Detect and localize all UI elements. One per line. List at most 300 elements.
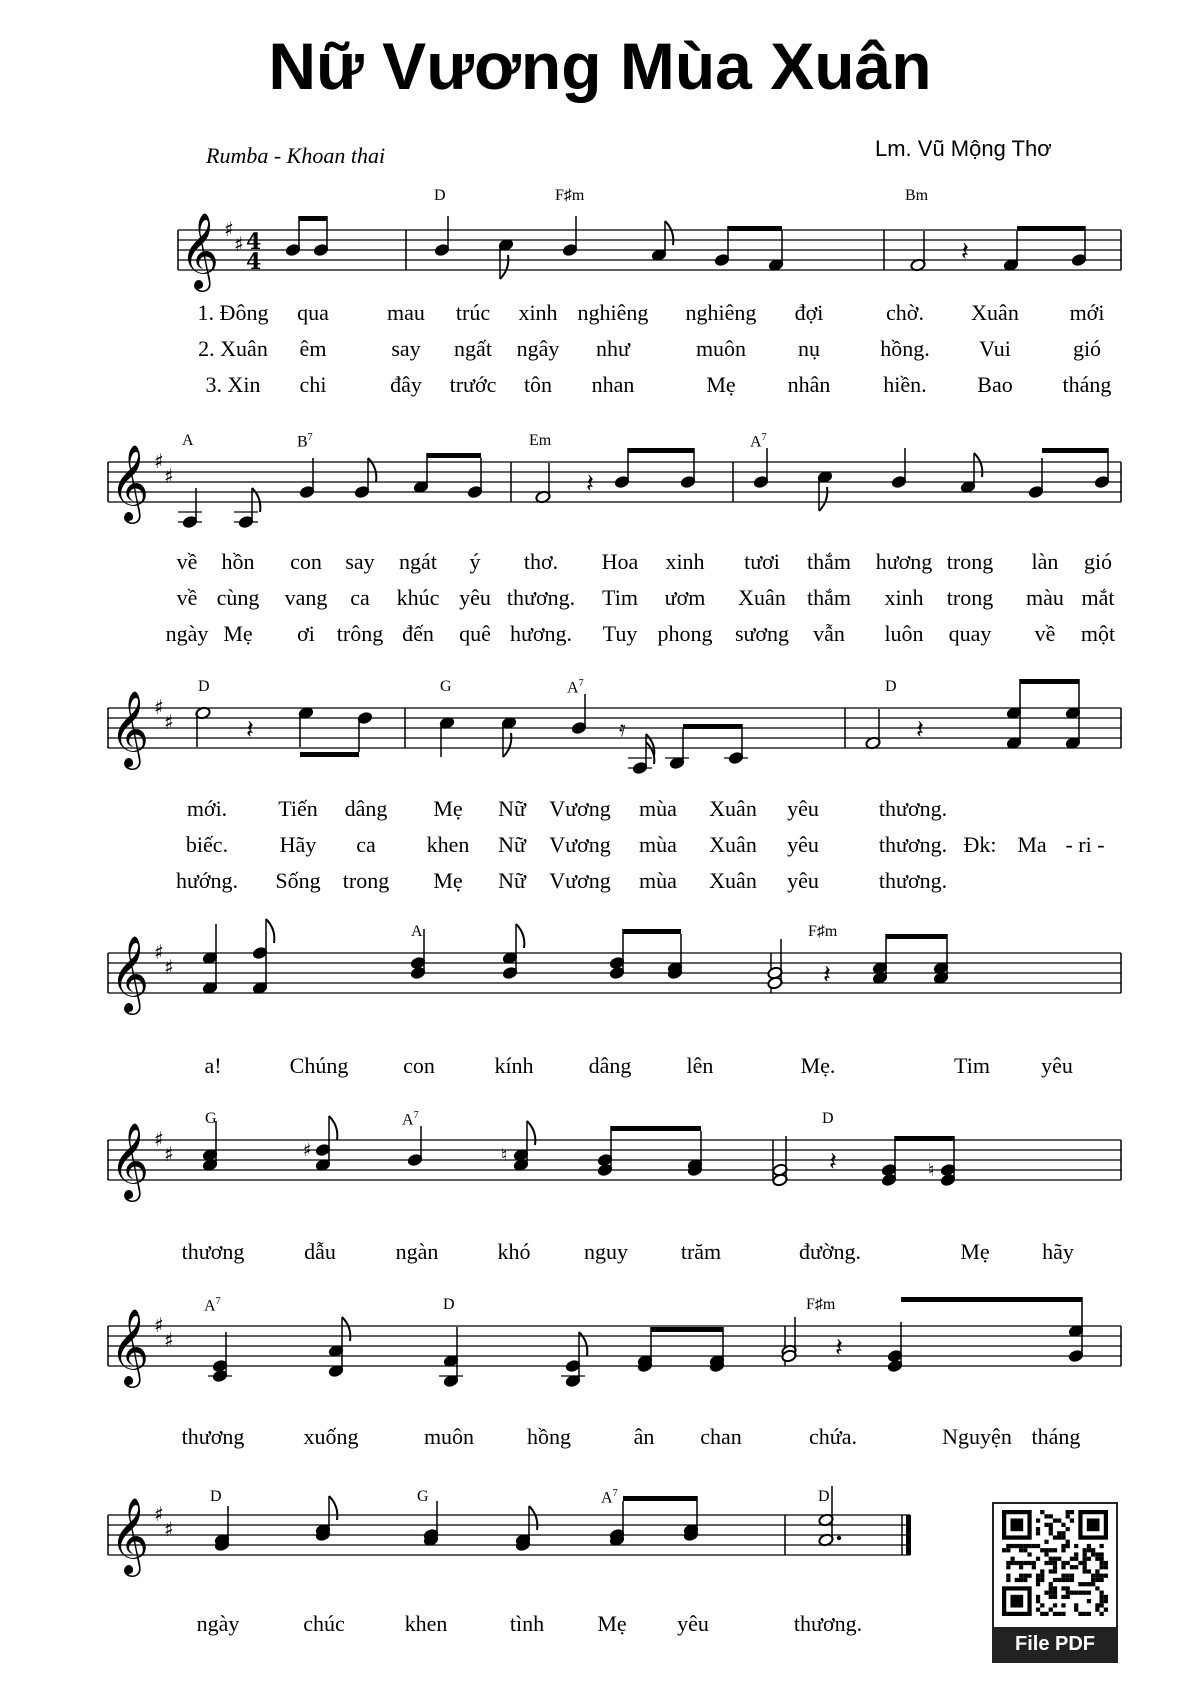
lyric-word: hồn <box>221 549 255 574</box>
lyric-word: chúc <box>303 1611 345 1636</box>
final-bar-thick <box>906 1515 911 1555</box>
qr-module <box>1095 1608 1099 1612</box>
lyric-word: xinh <box>518 300 558 325</box>
chord-root: B <box>297 433 308 451</box>
lyric-word: trông <box>336 621 384 646</box>
qr-module <box>1019 1574 1023 1578</box>
qr-module <box>1036 1527 1040 1531</box>
lyric-word: tình <box>509 1611 545 1636</box>
qr-module <box>1044 1540 1048 1544</box>
qr-module <box>1100 1557 1104 1561</box>
qr-module <box>1100 1565 1104 1569</box>
chord-root: D <box>210 1488 222 1505</box>
qr-module <box>1036 1557 1040 1561</box>
chord-root: A <box>402 1111 414 1129</box>
qr-module <box>1083 1548 1087 1552</box>
lyric-word: Chúng <box>289 1053 349 1078</box>
qr-module <box>1066 1561 1070 1565</box>
qr-module <box>1083 1557 1087 1561</box>
lyric-word: ngây <box>516 336 560 361</box>
qr-module <box>1010 1544 1014 1548</box>
lyric-word: Nguyện <box>942 1424 1012 1449</box>
qr-module <box>1078 1591 1082 1595</box>
qr-module <box>1036 1574 1040 1578</box>
quarter-rest-icon: 𝄽 <box>586 469 594 499</box>
chord-symbol <box>411 923 423 941</box>
chord-root: A <box>601 1489 613 1507</box>
lyric-word: vang <box>284 585 328 610</box>
lyric-word: say <box>391 336 421 361</box>
lyric-word: nhân <box>787 372 831 397</box>
quarter-rest-icon: 𝄽 <box>823 960 831 990</box>
chord-root: A <box>182 432 194 449</box>
qr-module <box>1023 1561 1027 1565</box>
qr-module <box>1091 1574 1095 1578</box>
lyric-word: Mẹ <box>433 868 463 893</box>
sharp-icon: ♯ <box>164 710 174 734</box>
lyric-word: Xuân <box>738 585 786 610</box>
chord-symbol <box>808 923 837 941</box>
lyric-word: Vương <box>549 832 611 857</box>
qr-module <box>1061 1535 1065 1539</box>
qr-module <box>1053 1557 1057 1561</box>
lyric-word: Tiến <box>278 796 318 821</box>
note-beam <box>901 1297 1082 1302</box>
qr-module <box>1057 1578 1061 1582</box>
qr-module <box>1066 1586 1070 1590</box>
qr-module <box>1066 1540 1070 1544</box>
chord-symbol <box>529 432 551 450</box>
qr-module <box>1095 1574 1099 1578</box>
lyric-word: 1. Đông <box>197 300 269 325</box>
chord-symbol <box>567 678 584 697</box>
note-flag <box>819 487 827 511</box>
qr-module <box>1053 1561 1057 1565</box>
note-beam <box>886 934 947 939</box>
qr-module <box>1053 1565 1057 1569</box>
chord-root: G <box>440 678 452 695</box>
note-flag <box>665 221 673 245</box>
qr-module <box>1087 1569 1091 1573</box>
chord-symbol <box>601 1488 618 1507</box>
lyric-word: một <box>1080 621 1116 646</box>
qr-module <box>1044 1523 1048 1527</box>
qr-module <box>1006 1544 1010 1548</box>
chord-root: D <box>443 1296 455 1313</box>
lyric-word: Vui <box>979 336 1011 361</box>
treble-clef-icon: 𝄞 <box>110 1122 150 1199</box>
qr-module <box>1049 1586 1053 1590</box>
treble-clef-icon: 𝄞 <box>110 1497 150 1574</box>
qr-module <box>1083 1569 1087 1573</box>
qr-module <box>1061 1603 1065 1607</box>
lyric-word: ca <box>356 832 376 857</box>
lyric-word: dẫu <box>304 1239 336 1264</box>
lyric-word: thương. <box>506 585 576 610</box>
chord-root: D <box>434 187 446 204</box>
qr-module <box>1104 1561 1108 1565</box>
sharp-icon: ♯ <box>164 1142 174 1166</box>
lyric-word: ca <box>350 585 370 610</box>
chord-extension: 7 <box>761 432 767 443</box>
qr-module <box>1019 1565 1023 1569</box>
treble-clef-icon: 𝄞 <box>110 1308 150 1385</box>
qr-module <box>1104 1565 1108 1569</box>
lyric-word: Ma <box>1017 832 1047 857</box>
qr-module <box>1070 1565 1074 1569</box>
lyric-word: gió <box>1072 336 1102 361</box>
note-flag <box>527 1121 535 1145</box>
qr-module <box>1070 1510 1074 1514</box>
chord-symbol <box>434 187 446 205</box>
note-beam <box>427 453 481 458</box>
qr-module <box>1015 1544 1019 1548</box>
lyric-word: Xuân <box>971 300 1019 325</box>
qr-module <box>1091 1582 1095 1586</box>
lyric-word: Nữ <box>498 832 526 857</box>
qr-module <box>1044 1552 1048 1556</box>
qr-module <box>1053 1591 1057 1595</box>
qr-module <box>1070 1557 1074 1561</box>
lyric-word: Mẹ <box>706 372 736 397</box>
lyric-word: nghiêng <box>577 300 649 325</box>
note-flag <box>266 919 274 943</box>
qr-module <box>1049 1608 1053 1612</box>
qr-module <box>1061 1565 1065 1569</box>
qr-module <box>1087 1591 1091 1595</box>
note-beam <box>623 929 681 934</box>
qr-module <box>1053 1548 1057 1552</box>
song-title: Nữ Vương Mùa Xuân <box>268 29 932 103</box>
qr-module <box>1027 1574 1031 1578</box>
lyric-word: tháng <box>1031 1424 1081 1449</box>
chord-extension: 7 <box>307 432 313 443</box>
chord-symbol <box>402 1110 419 1129</box>
qr-module <box>1074 1544 1078 1548</box>
lyric-word: nguy <box>584 1239 628 1264</box>
qr-module <box>1010 1595 1023 1608</box>
lyric-word: đây <box>390 372 422 397</box>
qr-module <box>1100 1612 1104 1616</box>
qr-module <box>1083 1582 1087 1586</box>
qr-module <box>1100 1603 1104 1607</box>
qr-module <box>1006 1548 1010 1552</box>
qr-module <box>1010 1557 1014 1561</box>
quarter-rest-icon: 𝄽 <box>835 1333 843 1363</box>
lyric-word: mới. <box>186 796 228 821</box>
lyric-word: thương. <box>793 1611 863 1636</box>
qr-module <box>1078 1582 1082 1586</box>
lyric-word: khúc <box>396 585 440 610</box>
lyric-word: cùng <box>216 585 260 610</box>
sharp-icon: ♯ <box>164 1328 174 1352</box>
lyric-word: Tim <box>954 1053 990 1078</box>
lyric-word: yêu <box>787 868 819 893</box>
qr-module <box>1061 1523 1065 1527</box>
lyric-word: yêu <box>787 796 819 821</box>
qr-code-icon <box>1002 1510 1108 1616</box>
lyric-word: mùa <box>639 796 677 821</box>
composer: Lm. Vũ Mộng Thơ <box>875 136 1052 161</box>
lyric-word: hiền. <box>883 372 927 397</box>
lyric-word: xuống <box>303 1424 359 1449</box>
note-beam <box>1020 679 1079 684</box>
chord-extension: 7 <box>215 1296 221 1307</box>
qr-module <box>1104 1574 1108 1578</box>
lyric-word: Hoa <box>601 549 639 574</box>
lyric-word: Mẹ <box>960 1239 990 1264</box>
chord-root: F♯m <box>555 187 585 204</box>
lyric-word: muôn <box>695 336 747 361</box>
qr-module <box>1027 1552 1031 1556</box>
lyric-word: xinh <box>665 549 705 574</box>
qr-module <box>1091 1552 1095 1556</box>
lyric-word: nghiêng <box>685 300 757 325</box>
qr-module <box>1040 1612 1044 1616</box>
chord-extension: 7 <box>578 678 584 689</box>
qr-module <box>1083 1612 1087 1616</box>
lyric-word: trăm <box>680 1239 722 1264</box>
lyric-word: Mẹ. <box>800 1053 836 1078</box>
chord-symbol <box>806 1296 835 1314</box>
lyric-word: con <box>290 549 322 574</box>
qr-module <box>1087 1557 1091 1561</box>
lyric-word: luôn <box>884 621 924 646</box>
lyric-word: Mẹ <box>597 1611 627 1636</box>
chord-symbol <box>198 678 210 696</box>
lyric-word: đường. <box>798 1239 862 1264</box>
note-beam <box>628 448 694 453</box>
qr-module <box>1053 1603 1057 1607</box>
qr-module <box>1049 1591 1053 1595</box>
qr-module <box>1061 1544 1065 1548</box>
qr-module <box>1044 1612 1048 1616</box>
lyric-word: như <box>596 336 630 361</box>
lyric-word: 2. Xuân <box>198 336 268 361</box>
chord-symbol <box>182 432 194 450</box>
qr-module <box>1091 1578 1095 1582</box>
qr-module <box>1015 1561 1019 1565</box>
lyric-word: xinh <box>884 585 924 610</box>
qr-module <box>1061 1586 1065 1590</box>
lyric-word: Mẹ <box>433 796 463 821</box>
qr-module <box>1053 1578 1057 1582</box>
qr-module <box>1032 1561 1036 1565</box>
chord-root: D <box>198 678 210 695</box>
lyric-word: hồng <box>527 1424 571 1449</box>
qr-module <box>1087 1518 1100 1531</box>
note-beam <box>651 1327 723 1332</box>
sharp-icon: ♯ <box>154 1313 164 1337</box>
qr-module <box>1049 1514 1053 1518</box>
qr-module <box>1015 1578 1019 1582</box>
lyric-word: về <box>1034 621 1056 646</box>
accidental-icon: ♯ <box>303 1140 312 1161</box>
lyric-word: thương <box>181 1239 245 1264</box>
lyric-word: muôn <box>423 1424 475 1449</box>
lyric-word: Vương <box>549 796 611 821</box>
qr-module <box>1049 1557 1053 1561</box>
qr-module <box>1040 1578 1044 1582</box>
chord-root: A <box>567 679 579 697</box>
lyric-word: quay <box>948 621 992 646</box>
lyric-word: ân <box>633 1424 655 1449</box>
qr-module <box>1019 1578 1023 1582</box>
lyric-word: trong <box>946 585 994 610</box>
note-flag <box>503 733 511 757</box>
lyric-word: - ri - <box>1065 832 1105 857</box>
chord-symbol <box>555 187 584 205</box>
qr-module <box>1044 1548 1048 1552</box>
qr-module <box>1023 1578 1027 1582</box>
dot <box>837 1536 841 1540</box>
lyric-word: trong <box>342 868 390 893</box>
chord-extension: 7 <box>413 1110 419 1121</box>
qr-module <box>1036 1544 1040 1548</box>
sharp-icon: ♯ <box>224 217 234 241</box>
lyric-word: chan <box>700 1424 742 1449</box>
qr-module <box>1049 1527 1053 1531</box>
qr-module <box>1066 1510 1070 1514</box>
sharp-icon: ♯ <box>154 1127 164 1151</box>
qr-module <box>1040 1548 1044 1552</box>
lyric-word: gió <box>1083 549 1113 574</box>
lyric-word: nhan <box>591 372 635 397</box>
note-flag <box>516 924 524 948</box>
sharp-icon: ♯ <box>154 1502 164 1526</box>
note-flag <box>529 1506 537 1530</box>
lyric-word: ngàn <box>395 1239 439 1264</box>
lyric-word: ngát <box>399 549 437 574</box>
sharp-icon: ♯ <box>154 449 164 473</box>
chord-root: D <box>885 678 897 695</box>
qr-module <box>1032 1565 1036 1569</box>
note-flag <box>329 1496 337 1520</box>
qr-module <box>1078 1612 1082 1616</box>
lyric-word: ý <box>469 549 481 574</box>
qr-module <box>1040 1569 1044 1573</box>
sharp-icon: ♯ <box>234 232 244 256</box>
quarter-rest-icon: 𝄽 <box>246 715 254 745</box>
qr-module <box>1053 1586 1057 1590</box>
qr-module <box>1095 1603 1099 1607</box>
qr-module <box>1074 1591 1078 1595</box>
time-signature: 4 <box>246 249 262 275</box>
chord-symbol <box>818 1488 830 1506</box>
qr-module <box>1100 1561 1104 1565</box>
qr-module <box>1010 1561 1014 1565</box>
qr-module <box>1061 1574 1065 1578</box>
chord-symbol <box>440 678 452 696</box>
note-beam <box>299 216 327 221</box>
note-flag <box>974 453 982 477</box>
lyric-word: tôn <box>523 372 553 397</box>
lyric-word: hãy <box>1042 1239 1074 1264</box>
qr-code-badge[interactable] <box>992 1502 1118 1663</box>
qr-module <box>1027 1561 1031 1565</box>
lyric-word: màu <box>1026 585 1064 610</box>
qr-module <box>1023 1548 1027 1552</box>
qr-module <box>1040 1603 1044 1607</box>
note-beam <box>683 724 742 729</box>
qr-module <box>1061 1595 1065 1599</box>
chord-root: D <box>822 1110 834 1127</box>
qr-module <box>1006 1561 1010 1565</box>
qr-module <box>1057 1612 1061 1616</box>
lyric-word: hướng. <box>175 868 239 893</box>
lyric-word: dâng <box>588 1053 632 1078</box>
qr-module <box>1074 1565 1078 1569</box>
qr-module <box>1053 1518 1057 1522</box>
qr-module <box>1023 1544 1027 1548</box>
lyric-word: ơi <box>297 621 315 646</box>
qr-module <box>1049 1531 1053 1535</box>
qr-module <box>1049 1548 1053 1552</box>
lyric-word: làn <box>1031 549 1059 574</box>
chord-root: F♯m <box>808 923 838 940</box>
note-flag <box>500 255 508 279</box>
qr-module <box>1019 1544 1023 1548</box>
qr-module <box>1006 1574 1010 1578</box>
lyric-word: yêu <box>1041 1053 1073 1078</box>
qr-module <box>1036 1608 1040 1612</box>
qr-module <box>1070 1574 1074 1578</box>
qr-module <box>1006 1578 1010 1582</box>
qr-module <box>1066 1514 1070 1518</box>
qr-module <box>1061 1548 1065 1552</box>
qr-module <box>1087 1544 1091 1548</box>
lyric-word: a! <box>204 1053 222 1078</box>
chord-symbol <box>822 1110 834 1128</box>
qr-module <box>1057 1531 1061 1535</box>
qr-module <box>1044 1514 1048 1518</box>
qr-module <box>1083 1552 1087 1556</box>
lyric-word: phong <box>657 621 713 646</box>
lyric-word: hồng. <box>880 336 930 361</box>
chord-symbol <box>750 432 767 451</box>
lyric-word: Xuân <box>709 796 757 821</box>
lyric-word: Hãy <box>279 832 317 857</box>
qr-module <box>1053 1569 1057 1573</box>
qr-module <box>1066 1578 1070 1582</box>
qr-module <box>1036 1531 1040 1535</box>
qr-module <box>1036 1595 1040 1599</box>
chord-symbol <box>297 432 313 451</box>
qr-module <box>1087 1582 1091 1586</box>
treble-clef-icon: 𝄞 <box>110 444 150 521</box>
chord-root: A <box>204 1297 216 1315</box>
qr-module <box>1083 1561 1087 1565</box>
chord-symbol <box>885 678 897 696</box>
qr-module <box>1087 1548 1091 1552</box>
qr-module <box>1053 1595 1057 1599</box>
qr-module <box>1100 1591 1104 1595</box>
lyric-word: qua <box>297 300 329 325</box>
qr-module <box>1095 1557 1099 1561</box>
qr-module <box>1061 1612 1065 1616</box>
qr-module <box>1066 1527 1070 1531</box>
qr-module <box>1032 1544 1036 1548</box>
qr-module <box>1049 1569 1053 1573</box>
lyric-word: mới <box>1069 300 1105 325</box>
qr-module <box>1083 1591 1087 1595</box>
qr-module <box>1070 1578 1074 1582</box>
lyric-word: chờ. <box>886 300 924 325</box>
lyric-word: ngày <box>196 1611 240 1636</box>
lyric-word: lên <box>686 1053 714 1078</box>
qr-module <box>1019 1548 1023 1552</box>
qr-module <box>1040 1574 1044 1578</box>
